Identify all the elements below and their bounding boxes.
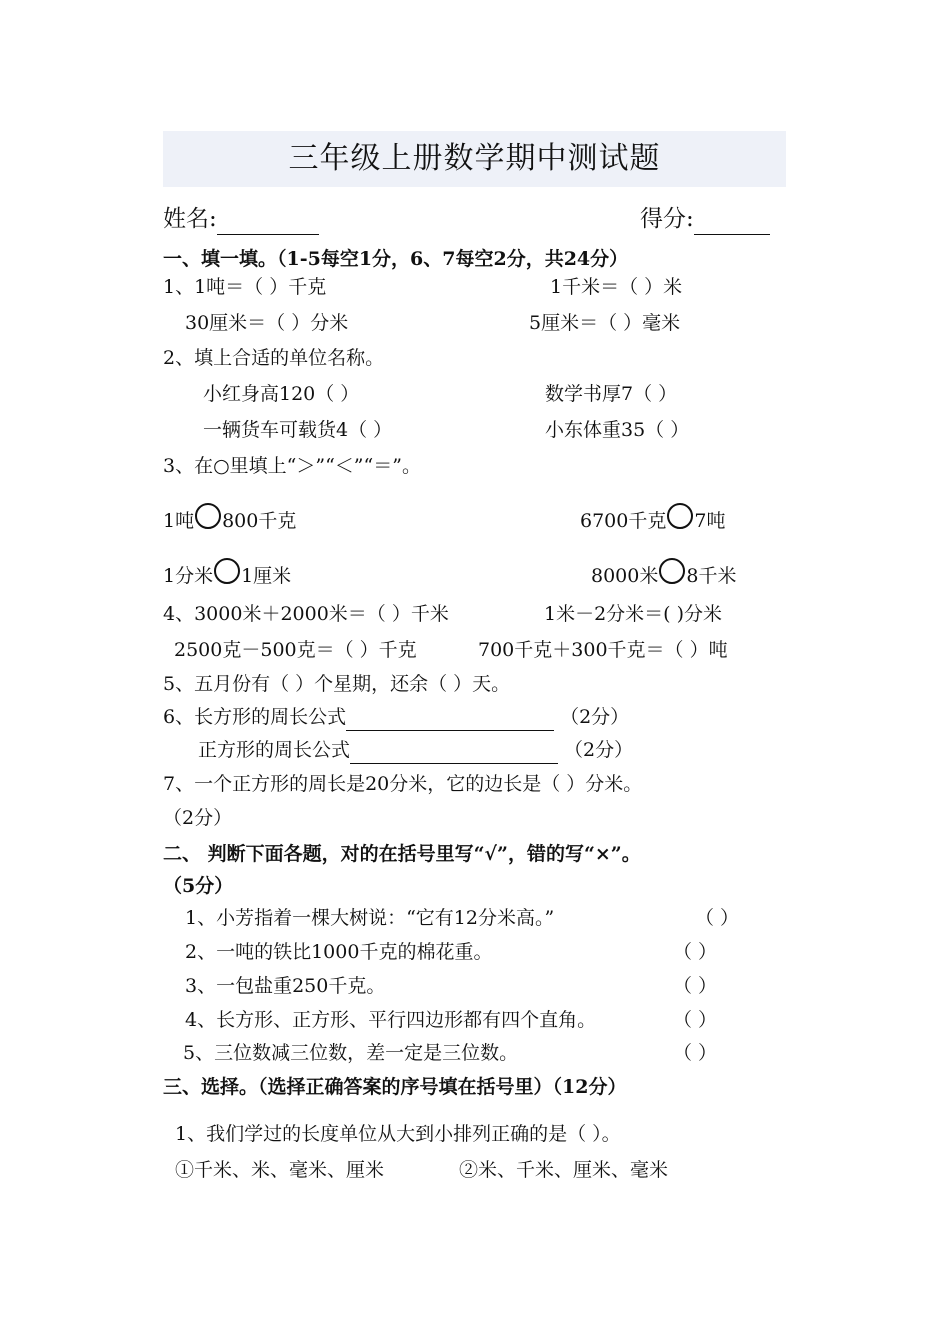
judge-item-paren[interactable]: （ ） xyxy=(673,975,718,997)
q1-d: 5厘米＝（ ）毫米 xyxy=(529,312,681,334)
q2-d: 小东体重35（ ） xyxy=(545,419,690,441)
q4-c: 2500克－500克＝（ ）千克 xyxy=(174,639,417,661)
score-line xyxy=(640,203,770,235)
q3-c-left: 1分米 xyxy=(163,565,214,587)
q3-a xyxy=(163,503,296,535)
judge-item-paren[interactable]: （ ） xyxy=(673,941,718,963)
q4-d: 700千克＋300千克＝（ ）吨 xyxy=(478,639,728,661)
q2-a: 小红身高120（ ） xyxy=(203,383,360,405)
name-line xyxy=(163,203,319,235)
choice-q1-option1[interactable]: ①千米、米、毫米、厘米 xyxy=(175,1159,385,1181)
judge-item-paren[interactable]: （ ） xyxy=(673,1009,718,1031)
q3-d xyxy=(591,558,736,590)
q6-b-label: 正方形的周长公式 xyxy=(198,739,351,761)
judge-item-text: 5、三位数减三位数，差一定是三位数。 xyxy=(183,1042,519,1064)
q2-intro: 2、填上合适的单位名称。 xyxy=(163,347,385,369)
compare-circle-icon[interactable] xyxy=(195,503,221,529)
q6-a-label: 6、长方形的周长公式 xyxy=(163,706,347,728)
compare-circle-icon[interactable] xyxy=(659,558,685,584)
q3-intro: 3、在○里填上“＞”“＜”“＝”。 xyxy=(163,455,421,477)
q3-b-right: 7吨 xyxy=(694,510,726,532)
name-blank[interactable] xyxy=(217,212,319,235)
q3-a-right: 800千克 xyxy=(222,510,297,532)
q1-a: 1、1吨＝（ ）千克 xyxy=(163,276,327,298)
q3-b-left: 6700千克 xyxy=(580,510,667,532)
choice-q1-option2[interactable]: ②米、千米、厘米、毫米 xyxy=(459,1159,669,1181)
q2-b: 数学书厚7（ ） xyxy=(545,383,678,405)
q5: 5、五月份有（ ）个星期，还余（ ）天。 xyxy=(163,673,511,695)
q3-a-left: 1吨 xyxy=(163,510,195,532)
compare-circle-icon[interactable] xyxy=(667,503,693,529)
q6-a-blank[interactable] xyxy=(346,708,554,731)
q3-c xyxy=(163,558,291,590)
section3-heading: 三、选择。（选择正确答案的序号填在括号里）（12分） xyxy=(163,1076,627,1098)
q6-b-points: （2分） xyxy=(564,739,634,761)
q6-b xyxy=(198,736,633,764)
judge-item-text: 4、长方形、正方形、平行四边形都有四个直角。 xyxy=(185,1009,597,1031)
q4-b: 1米－2分米＝( )分米 xyxy=(544,603,723,625)
q6-a xyxy=(163,703,629,731)
compare-circle-icon[interactable] xyxy=(214,558,240,584)
page-title: 三年级上册数学期中测试题 xyxy=(288,141,661,176)
section2-heading: 二、 判断下面各题，对的在括号里写“√”，错的写“×”。 xyxy=(163,843,641,865)
q3-b xyxy=(580,503,725,535)
judge-item-text: 3、一包盐重250千克。 xyxy=(185,975,386,997)
judge-item-text: 1、小芳指着一棵大树说：“它有12分米高。” xyxy=(185,907,555,929)
name-label: 姓名: xyxy=(163,206,217,232)
q6-b-blank[interactable] xyxy=(350,741,558,764)
q6-a-points: （2分） xyxy=(560,706,630,728)
q1-c: 30厘米＝（ ）分米 xyxy=(185,312,349,334)
q2-c: 一辆货车可载货4（ ） xyxy=(203,419,393,441)
choice-q1-text: 1、我们学过的长度单位从大到小排列正确的是（ ）。 xyxy=(175,1123,621,1145)
q3-c-right: 1厘米 xyxy=(241,565,292,587)
score-label: 得分: xyxy=(640,206,694,232)
q7-line2: （2分） xyxy=(163,807,233,829)
section2-points: （5分） xyxy=(163,875,234,897)
q4-a: 4、3000米＋2000米＝（ ）千米 xyxy=(163,603,449,625)
section1-heading: 一、填一填。（1-5每空1分，6、7每空2分，共24分） xyxy=(163,248,629,270)
judge-item-text: 2、一吨的铁比1000千克的棉花重。 xyxy=(185,941,493,963)
q1-b: 1千米＝（ ）米 xyxy=(550,276,683,298)
score-blank[interactable] xyxy=(694,212,770,235)
q3-d-left: 8000米 xyxy=(591,565,659,587)
judge-item-paren[interactable]: （ ） xyxy=(673,1042,718,1064)
q7-line1: 7、一个正方形的周长是20分米，它的边长是（ ）分米。 xyxy=(163,773,643,795)
judge-item-paren[interactable]: （ ） xyxy=(695,907,740,929)
q3-d-right: 8千米 xyxy=(686,565,737,587)
